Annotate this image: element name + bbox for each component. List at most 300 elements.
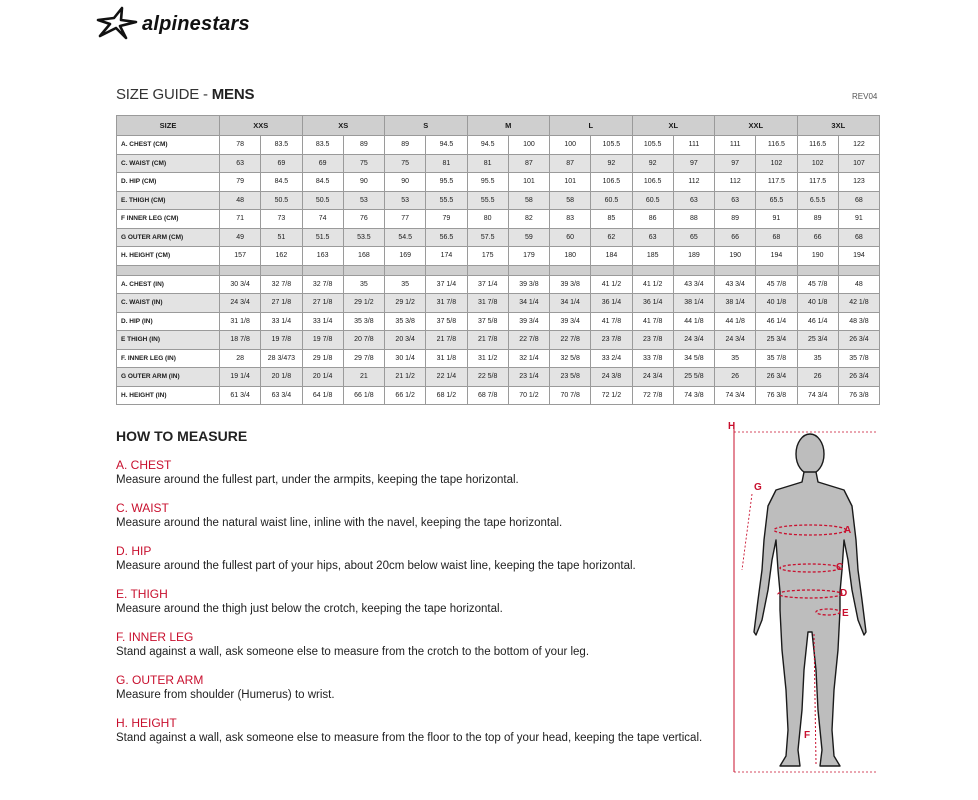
table-cell: 22 7/8 xyxy=(508,331,549,350)
table-cell: 90 xyxy=(343,173,384,192)
table-cell: 35 3/8 xyxy=(343,312,384,331)
table-cell: 39 3/4 xyxy=(508,312,549,331)
table-cell: 20 3/4 xyxy=(385,331,426,350)
table-cell: 19 7/8 xyxy=(261,331,302,350)
table-cell: 24 3/4 xyxy=(632,368,673,387)
table-cell: 42 1/8 xyxy=(838,294,879,313)
table-row xyxy=(117,136,880,155)
brand-logo xyxy=(96,6,296,46)
table-cell: 105.5 xyxy=(591,136,632,155)
row-label: F INNER LEG (CM) xyxy=(117,210,220,229)
table-row xyxy=(117,349,880,368)
table-cell: 73 xyxy=(261,210,302,229)
table-cell: 34 1/4 xyxy=(550,294,591,313)
table-cell: 22 5/8 xyxy=(467,368,508,387)
table-cell: 169 xyxy=(385,247,426,266)
table-cell: 68 xyxy=(756,228,797,247)
table-cell: 38 1/4 xyxy=(715,294,756,313)
table-cell: 106.5 xyxy=(591,173,632,192)
table-cell: 48 3/8 xyxy=(838,312,879,331)
size-header-xs: XS xyxy=(302,116,385,136)
table-cell: 66 1/2 xyxy=(385,386,426,405)
table-cell: 31 1/8 xyxy=(220,312,261,331)
table-cell: 80 xyxy=(467,210,508,229)
measure-heading: F. INNER LEG xyxy=(116,630,194,644)
table-cell: 41 7/8 xyxy=(632,312,673,331)
table-cell: 75 xyxy=(343,154,384,173)
table-cell: 32 1/4 xyxy=(508,349,549,368)
table-cell: 112 xyxy=(715,173,756,192)
how-to-title: HOW TO MEASURE xyxy=(116,428,248,444)
table-cell: 33 1/4 xyxy=(302,312,343,331)
measure-description: Measure from shoulder (Humerus) to wrist. xyxy=(116,689,335,701)
how-to-measure xyxy=(116,428,716,759)
table-cell: 33 1/4 xyxy=(261,312,302,331)
table-cell: 43 3/4 xyxy=(673,275,714,294)
table-cell: 112 xyxy=(673,173,714,192)
table-cell: 83 xyxy=(550,210,591,229)
table-cell: 116.5 xyxy=(797,136,838,155)
table-cell: 46 1/4 xyxy=(756,312,797,331)
row-label: C. WAIST (IN) xyxy=(117,294,220,313)
table-cell: 89 xyxy=(385,136,426,155)
table-cell: 190 xyxy=(715,247,756,266)
table-cell: 175 xyxy=(467,247,508,266)
table-row xyxy=(117,210,880,229)
table-cell: 92 xyxy=(591,154,632,173)
table-cell: 102 xyxy=(797,154,838,173)
table-cell: 53 xyxy=(385,191,426,210)
table-cell: 53.5 xyxy=(343,228,384,247)
table-row xyxy=(117,154,880,173)
table-cell: 116.5 xyxy=(756,136,797,155)
table-cell: 111 xyxy=(673,136,714,155)
table-cell: 24 3/4 xyxy=(673,331,714,350)
measure-item xyxy=(116,501,716,531)
marker-e: E xyxy=(842,608,849,619)
table-cell: 86 xyxy=(632,210,673,229)
table-cell: 97 xyxy=(715,154,756,173)
table-cell: 59 xyxy=(508,228,549,247)
separator-cell xyxy=(467,265,508,275)
row-label: D. HIP (IN) xyxy=(117,312,220,331)
table-cell: 123 xyxy=(838,173,879,192)
separator-cell xyxy=(117,265,220,275)
table-cell: 51.5 xyxy=(302,228,343,247)
table-cell: 83.5 xyxy=(302,136,343,155)
table-cell: 184 xyxy=(591,247,632,266)
table-cell: 35 xyxy=(797,349,838,368)
table-cell: 31 7/8 xyxy=(426,294,467,313)
table-cell: 162 xyxy=(261,247,302,266)
separator-cell xyxy=(715,265,756,275)
table-cell: 33 7/8 xyxy=(632,349,673,368)
table-cell: 23 5/8 xyxy=(550,368,591,387)
table-cell: 20 1/4 xyxy=(302,368,343,387)
row-label: G OUTER ARM (CM) xyxy=(117,228,220,247)
separator-cell xyxy=(261,265,302,275)
size-header-l: L xyxy=(550,116,633,136)
table-separator-row xyxy=(117,265,880,275)
table-cell: 89 xyxy=(343,136,384,155)
marker-c: C xyxy=(836,562,844,573)
table-cell: 100 xyxy=(550,136,591,155)
table-cell: 46 1/4 xyxy=(797,312,838,331)
table-cell: 26 xyxy=(715,368,756,387)
separator-cell xyxy=(756,265,797,275)
table-cell: 61 3/4 xyxy=(220,386,261,405)
marker-f: F xyxy=(804,730,811,741)
table-cell: 117.5 xyxy=(756,173,797,192)
table-cell: 62 xyxy=(591,228,632,247)
table-cell: 29 1/2 xyxy=(343,294,384,313)
table-cell: 35 xyxy=(715,349,756,368)
row-label: A. CHEST (IN) xyxy=(117,275,220,294)
table-cell: 33 2/4 xyxy=(591,349,632,368)
table-cell: 31 1/8 xyxy=(426,349,467,368)
marker-d: D xyxy=(840,588,848,599)
separator-cell xyxy=(673,265,714,275)
table-cell: 45 7/8 xyxy=(756,275,797,294)
table-cell: 18 7/8 xyxy=(220,331,261,350)
table-cell: 87 xyxy=(508,154,549,173)
table-cell: 91 xyxy=(838,210,879,229)
measure-heading: A. CHEST xyxy=(116,458,172,472)
table-cell: 57.5 xyxy=(467,228,508,247)
table-cell: 23 1/4 xyxy=(508,368,549,387)
measurement-figure-illustration xyxy=(724,420,884,780)
table-cell: 58 xyxy=(508,191,549,210)
row-label: D. HIP (CM) xyxy=(117,173,220,192)
table-cell: 95.5 xyxy=(426,173,467,192)
table-cell: 163 xyxy=(302,247,343,266)
table-cell: 174 xyxy=(426,247,467,266)
table-cell: 81 xyxy=(467,154,508,173)
marker-a: A xyxy=(844,525,852,536)
table-cell: 122 xyxy=(838,136,879,155)
table-cell: 84.5 xyxy=(261,173,302,192)
separator-cell xyxy=(426,265,467,275)
table-cell: 26 3/4 xyxy=(838,331,879,350)
table-cell: 76 3/8 xyxy=(756,386,797,405)
table-cell: 83.5 xyxy=(261,136,302,155)
table-cell: 50.5 xyxy=(302,191,343,210)
table-cell: 37 5/8 xyxy=(467,312,508,331)
table-cell: 65.5 xyxy=(756,191,797,210)
table-cell: 105.5 xyxy=(632,136,673,155)
table-cell: 68 xyxy=(838,228,879,247)
table-cell: 68 7/8 xyxy=(467,386,508,405)
size-header-row xyxy=(117,116,880,136)
table-cell: 117.5 xyxy=(797,173,838,192)
table-cell: 71 xyxy=(220,210,261,229)
table-cell: 40 1/8 xyxy=(756,294,797,313)
table-cell: 89 xyxy=(715,210,756,229)
table-cell: 72 7/8 xyxy=(632,386,673,405)
row-label: F. INNER LEG (IN) xyxy=(117,349,220,368)
table-cell: 94.5 xyxy=(426,136,467,155)
table-cell: 180 xyxy=(550,247,591,266)
table-cell: 81 xyxy=(426,154,467,173)
table-row xyxy=(117,368,880,387)
table-cell: 74 3/4 xyxy=(715,386,756,405)
size-header-xxs: XXS xyxy=(220,116,303,136)
row-label: G OUTER ARM (IN) xyxy=(117,368,220,387)
table-cell: 21 7/8 xyxy=(426,331,467,350)
table-cell: 31 1/2 xyxy=(467,349,508,368)
measure-heading: E. THIGH xyxy=(116,587,168,601)
page-title xyxy=(116,86,254,103)
table-cell: 89 xyxy=(797,210,838,229)
table-cell: 66 xyxy=(715,228,756,247)
row-label: E THIGH (IN) xyxy=(117,331,220,350)
table-cell: 82 xyxy=(508,210,549,229)
measure-heading: G. OUTER ARM xyxy=(116,673,204,687)
table-cell: 87 xyxy=(550,154,591,173)
row-label: C. WAIST (CM) xyxy=(117,154,220,173)
measure-item xyxy=(116,544,716,574)
size-header-xl: XL xyxy=(632,116,715,136)
table-row xyxy=(117,173,880,192)
table-cell: 194 xyxy=(838,247,879,266)
table-cell: 21 xyxy=(343,368,384,387)
measure-item xyxy=(116,630,716,660)
table-cell: 63 xyxy=(632,228,673,247)
table-cell: 39 3/4 xyxy=(550,312,591,331)
separator-cell xyxy=(508,265,549,275)
table-cell: 111 xyxy=(715,136,756,155)
suit-silhouette xyxy=(754,434,866,766)
measure-description: Measure around the natural waist line, inline with the navel, keeping the tape horizontal. xyxy=(116,517,563,529)
table-cell: 29 7/8 xyxy=(343,349,384,368)
table-cell: 28 3/473 xyxy=(261,349,302,368)
table-row xyxy=(117,247,880,266)
table-cell: 68 xyxy=(838,191,879,210)
table-cell: 63 xyxy=(220,154,261,173)
outer-arm-line xyxy=(742,494,752,570)
table-cell: 85 xyxy=(591,210,632,229)
revision-label: REV04 xyxy=(852,92,878,101)
measure-item xyxy=(116,716,716,746)
table-cell: 20 1/8 xyxy=(261,368,302,387)
table-cell: 70 1/2 xyxy=(508,386,549,405)
table-cell: 26 3/4 xyxy=(756,368,797,387)
table-cell: 19 1/4 xyxy=(220,368,261,387)
table-cell: 69 xyxy=(261,154,302,173)
table-cell: 34 1/4 xyxy=(508,294,549,313)
table-cell: 39 3/8 xyxy=(550,275,591,294)
table-cell: 30 1/4 xyxy=(385,349,426,368)
table-cell: 41 1/2 xyxy=(632,275,673,294)
table-row xyxy=(117,275,880,294)
table-cell: 76 xyxy=(343,210,384,229)
table-cell: 74 xyxy=(302,210,343,229)
table-cell: 44 1/8 xyxy=(673,312,714,331)
table-cell: 35 xyxy=(385,275,426,294)
table-cell: 51 xyxy=(261,228,302,247)
table-cell: 69 xyxy=(302,154,343,173)
table-cell: 44 1/8 xyxy=(715,312,756,331)
table-cell: 179 xyxy=(508,247,549,266)
table-cell: 41 7/8 xyxy=(591,312,632,331)
separator-cell xyxy=(797,265,838,275)
table-cell: 35 7/8 xyxy=(756,349,797,368)
table-cell: 101 xyxy=(508,173,549,192)
table-cell: 78 xyxy=(220,136,261,155)
table-cell: 79 xyxy=(426,210,467,229)
size-table-body xyxy=(117,136,880,405)
table-cell: 49 xyxy=(220,228,261,247)
measure-heading: C. WAIST xyxy=(116,501,169,515)
separator-cell xyxy=(385,265,426,275)
table-cell: 84.5 xyxy=(302,173,343,192)
table-cell: 35 3/8 xyxy=(385,312,426,331)
table-cell: 66 1/8 xyxy=(343,386,384,405)
table-cell: 32 7/8 xyxy=(302,275,343,294)
table-cell: 23 7/8 xyxy=(591,331,632,350)
table-cell: 19 7/8 xyxy=(302,331,343,350)
table-cell: 63 xyxy=(715,191,756,210)
table-cell: 36 1/4 xyxy=(632,294,673,313)
table-row xyxy=(117,294,880,313)
table-cell: 22 1/4 xyxy=(426,368,467,387)
size-table xyxy=(116,115,880,405)
row-label: E. THIGH (CM) xyxy=(117,191,220,210)
alpinestars-star-icon xyxy=(96,6,140,40)
brand-name: alpinestars xyxy=(142,13,250,35)
table-cell: 102 xyxy=(756,154,797,173)
table-cell: 157 xyxy=(220,247,261,266)
table-cell: 39 3/8 xyxy=(508,275,549,294)
table-cell: 107 xyxy=(838,154,879,173)
table-cell: 43 3/4 xyxy=(715,275,756,294)
measure-item xyxy=(116,458,716,488)
table-cell: 101 xyxy=(550,173,591,192)
table-cell: 48 xyxy=(838,275,879,294)
table-cell: 41 1/2 xyxy=(591,275,632,294)
table-cell: 25 5/8 xyxy=(673,368,714,387)
body-figure xyxy=(724,420,884,780)
table-cell: 31 7/8 xyxy=(467,294,508,313)
row-label: H. HEIGHT (CM) xyxy=(117,247,220,266)
separator-cell xyxy=(838,265,879,275)
table-cell: 97 xyxy=(673,154,714,173)
table-cell: 58 xyxy=(550,191,591,210)
table-cell: 64 1/8 xyxy=(302,386,343,405)
row-label: H. HEIGHT (IN) xyxy=(117,386,220,405)
size-header-s: S xyxy=(385,116,468,136)
table-row xyxy=(117,386,880,405)
measure-description: Measure around the fullest part of your hips, about 20cm below waist line, keeping the tape horizontal. xyxy=(116,560,636,572)
table-cell: 60 xyxy=(550,228,591,247)
table-cell: 189 xyxy=(673,247,714,266)
table-cell: 185 xyxy=(632,247,673,266)
measure-description: Measure around the thigh just below the crotch, keeping the tape horizontal. xyxy=(116,603,503,615)
table-cell: 194 xyxy=(756,247,797,266)
row-label: A. CHEST (CM) xyxy=(117,136,220,155)
table-cell: 24 3/4 xyxy=(220,294,261,313)
table-cell: 36 1/4 xyxy=(591,294,632,313)
table-cell: 74 3/4 xyxy=(797,386,838,405)
table-cell: 26 xyxy=(797,368,838,387)
table-cell: 79 xyxy=(220,173,261,192)
table-cell: 23 7/8 xyxy=(632,331,673,350)
table-cell: 32 7/8 xyxy=(261,275,302,294)
separator-cell xyxy=(632,265,673,275)
measure-item xyxy=(116,673,716,703)
table-cell: 50.5 xyxy=(261,191,302,210)
table-cell: 35 7/8 xyxy=(838,349,879,368)
table-cell: 56.5 xyxy=(426,228,467,247)
table-cell: 24 3/8 xyxy=(591,368,632,387)
measure-list xyxy=(116,458,716,746)
measure-item xyxy=(116,587,716,617)
title-prefix: SIZE GUIDE - xyxy=(116,86,208,103)
table-cell: 88 xyxy=(673,210,714,229)
table-cell: 27 1/8 xyxy=(302,294,343,313)
table-cell: 92 xyxy=(632,154,673,173)
table-cell: 100 xyxy=(508,136,549,155)
separator-cell xyxy=(343,265,384,275)
table-cell: 91 xyxy=(756,210,797,229)
table-row xyxy=(117,228,880,247)
table-cell: 94.5 xyxy=(467,136,508,155)
measure-heading: H. HEIGHT xyxy=(116,716,177,730)
table-cell: 75 xyxy=(385,154,426,173)
table-cell: 70 7/8 xyxy=(550,386,591,405)
table-cell: 37 1/4 xyxy=(467,275,508,294)
table-cell: 55.5 xyxy=(467,191,508,210)
table-cell: 45 7/8 xyxy=(797,275,838,294)
table-cell: 76 3/8 xyxy=(838,386,879,405)
table-row xyxy=(117,331,880,350)
table-cell: 22 7/8 xyxy=(550,331,591,350)
table-cell: 29 1/8 xyxy=(302,349,343,368)
table-cell: 74 3/8 xyxy=(673,386,714,405)
table-cell: 27 1/8 xyxy=(261,294,302,313)
table-cell: 48 xyxy=(220,191,261,210)
table-cell: 168 xyxy=(343,247,384,266)
table-cell: 37 1/4 xyxy=(426,275,467,294)
table-cell: 95.5 xyxy=(467,173,508,192)
table-cell: 25 3/4 xyxy=(797,331,838,350)
measure-description: Stand against a wall, ask someone else to measure from the floor to the top of your head, keeping the tape vertical. xyxy=(116,732,703,744)
table-cell: 55.5 xyxy=(426,191,467,210)
table-cell: 40 1/8 xyxy=(797,294,838,313)
table-cell: 26 3/4 xyxy=(838,368,879,387)
table-cell: 65 xyxy=(673,228,714,247)
table-cell: 30 3/4 xyxy=(220,275,261,294)
marker-g: G xyxy=(754,482,762,493)
size-header-m: M xyxy=(467,116,550,136)
table-cell: 20 7/8 xyxy=(343,331,384,350)
table-cell: 60.5 xyxy=(591,191,632,210)
table-cell: 190 xyxy=(797,247,838,266)
table-row xyxy=(117,191,880,210)
table-cell: 35 xyxy=(343,275,384,294)
title-bold: MENS xyxy=(211,86,255,103)
table-cell: 106.5 xyxy=(632,173,673,192)
table-row xyxy=(117,312,880,331)
measure-description: Measure around the fullest part, under the armpits, keeping the tape horizontal. xyxy=(116,474,519,486)
table-cell: 60.5 xyxy=(632,191,673,210)
size-header-label: SIZE xyxy=(117,116,220,136)
table-cell: 63 xyxy=(673,191,714,210)
table-cell: 29 1/2 xyxy=(385,294,426,313)
separator-cell xyxy=(550,265,591,275)
separator-cell xyxy=(591,265,632,275)
marker-h: H xyxy=(728,421,736,432)
